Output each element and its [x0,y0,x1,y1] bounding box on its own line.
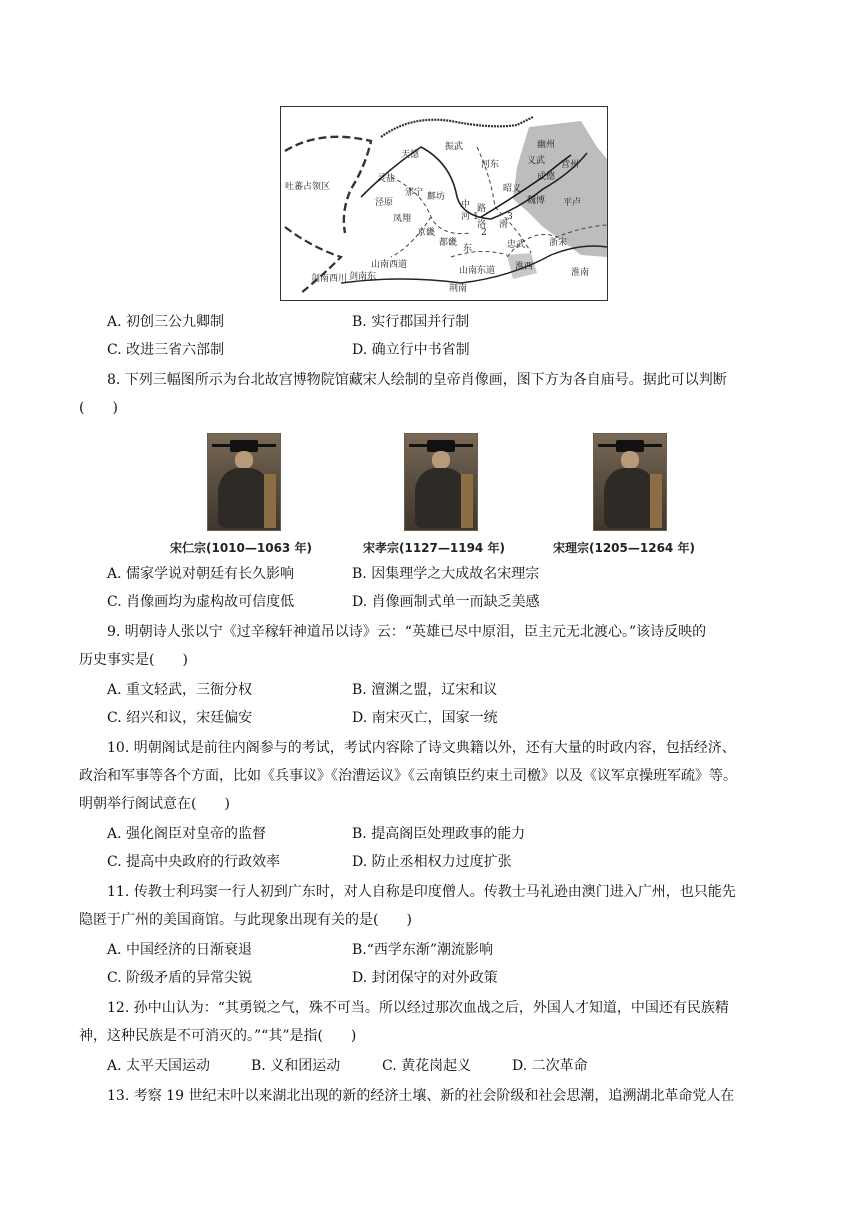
q10-stem-line1: 10. 明朝阁试是前往内阁参与的考试，考试内容除了诗文典籍以外，还有大量的时政内容，包括经济、 [107,740,736,756]
q11-option-c[interactable]: C. 阶级矛盾的异常尖锐 [107,970,253,986]
map-label: 剑南西川 [311,274,348,284]
q11-stem-line1: 11. 传教士利玛窦一行人初到广东时，对人自称是印度僧人。传教士马礼逊由澳门进入广州，也只能先 [107,884,736,900]
q7-option-a[interactable]: A. 初创三公九卿制 [107,314,225,330]
q9-option-a[interactable]: A. 重文轻武，三衙分权 [107,682,253,698]
map-label: 天德 [401,150,420,160]
map-label: 鄜坊 [427,192,446,202]
q11-stem-line2: 隐匿于广州的美国商馆。与此现象出现有关的是( ) [79,912,412,928]
map-label: 凤翔 [393,214,412,224]
q8-option-a[interactable]: A. 儒家学说对朝廷有长久影响 [107,566,295,582]
q12-option-c[interactable]: C. 黄花岗起义 [382,1058,472,1074]
q7-option-b[interactable]: B. 实行郡国并行制 [352,314,470,330]
map-svg [281,107,607,300]
map-label: 3 [507,212,513,222]
map-great-wall [381,117,533,137]
map-label: 滑 [499,220,509,230]
map-label: 洛 [477,220,487,230]
map-shaded-region [513,121,607,257]
map-label: 荆南 [449,284,468,294]
map-label: 邠宁 [405,188,424,198]
q8-option-c[interactable]: C. 肖像画均为虚构故可信度低 [107,594,295,610]
portrait-song-renzong [207,433,281,531]
q8-stem-line1: 8. 下列三幅图所示为台北故宫博物院馆藏宋人绘制的皇帝肖像画，图下方为各自庙号。据此可以判断 [107,372,727,388]
map-label: 幽州 [537,140,556,150]
q12-stem-line2: 神，这种民族是不可消灭的。”“其”是指( ) [79,1028,357,1044]
q12-option-a[interactable]: A. 太平天国运动 [107,1058,211,1074]
portrait-song-lizong [593,433,667,531]
map-label: 河 [461,212,471,222]
map-label: 1 [473,212,479,222]
q9-option-b[interactable]: B. 澶渊之盟，辽宋和议 [352,682,498,698]
map-label: 京畿 [417,228,436,238]
map-label: 山南东道 [459,266,496,276]
tang-fanzhen-map [280,106,608,301]
map-label: 山南西道 [371,260,408,270]
map-label: 昭义 [503,184,522,194]
q11-option-b[interactable]: B.“西学东渐”潮流影响 [352,942,494,958]
q8-stem-line2: ( ) [79,400,118,416]
caption-song-xiaozong: 宋孝宗(1127—1194 年) [363,541,505,555]
caption-song-lizong: 宋理宗(1205—1264 年) [553,541,695,555]
q8-option-d[interactable]: D. 肖像画制式单一而缺乏美感 [352,594,540,610]
q10-option-d[interactable]: D. 防止丞相权力过度扩张 [352,854,512,870]
map-label: 平卢 [563,198,582,208]
map-label: 振武 [445,142,464,152]
q10-stem-line3: 明朝举行阁试意在( ) [79,796,230,812]
q10-option-c[interactable]: C. 提高中央政府的行政效率 [107,854,281,870]
q10-stem-line2: 政治和军事等各个方面，比如《兵事议》《治漕运议》《云南镇臣约束土司檄》以及《议军京操班军疏》等。 [79,768,737,784]
q8-option-b[interactable]: B. 因集理学之大成故名宋理宗 [352,566,540,582]
map-label: 浙宋 [549,238,568,248]
map-label: 东 [463,244,473,254]
q11-option-d[interactable]: D. 封闭保守的对外政策 [352,970,498,986]
map-label: 成德 [537,172,556,182]
map-label: 路 [477,204,487,214]
map-label: 河东 [481,160,500,170]
q7-option-c[interactable]: C. 改进三省六部制 [107,342,225,358]
q12-stem-line1: 12. 孙中山认为：“其勇锐之气，殊不可当。所以经过那次血战之后，外国人才知道，中国还有民族精 [107,1000,729,1016]
q10-option-b[interactable]: B. 提高阁臣处理政事的能力 [352,826,526,842]
q12-option-b[interactable]: B. 义和团运动 [251,1058,341,1074]
map-label: 泾原 [375,198,394,208]
map-label: 忠武 [507,240,526,250]
map-label: 都畿 [439,238,458,248]
map-label: 营州 [561,160,580,170]
q9-stem-line2: 历史事实是( ) [79,652,188,668]
map-label: 淮西 [515,262,534,272]
q11-option-a[interactable]: A. 中国经济的日渐衰退 [107,942,253,958]
map-label: 灵盐 [377,174,396,184]
map-label: 魏博 [527,196,546,206]
map-label: 淮南 [571,268,590,278]
q10-option-a[interactable]: A. 强化阁臣对皇帝的监督 [107,826,267,842]
map-label: 中 [461,200,471,210]
map-label: 2 [481,228,487,238]
q13-stem-line1: 13. 考察 19 世纪末叶以来湖北出现的新的经济土壤、新的社会阶级和社会思潮，追溯湖北革命党人在 [107,1088,735,1104]
map-label: 剑南东 [349,272,377,282]
q9-stem-line1: 9. 明朝诗人张以宁《过辛稼轩神道吊以诗》云：“英雄已尽中原泪，臣主元无北渡心。”该诗反映的 [107,624,707,640]
map-label: 吐蕃占领区 [285,182,331,192]
q7-option-d[interactable]: D. 确立行中书省制 [352,342,470,358]
q9-option-d[interactable]: D. 南宋灭亡，国家一统 [352,710,498,726]
q12-option-d[interactable]: D. 二次革命 [512,1058,588,1074]
map-label: 义武 [527,156,546,166]
portrait-song-xiaozong [404,433,478,531]
caption-song-renzong: 宋仁宗(1010—1063 年) [170,541,312,555]
q9-option-c[interactable]: C. 绍兴和议，宋廷偏安 [107,710,253,726]
